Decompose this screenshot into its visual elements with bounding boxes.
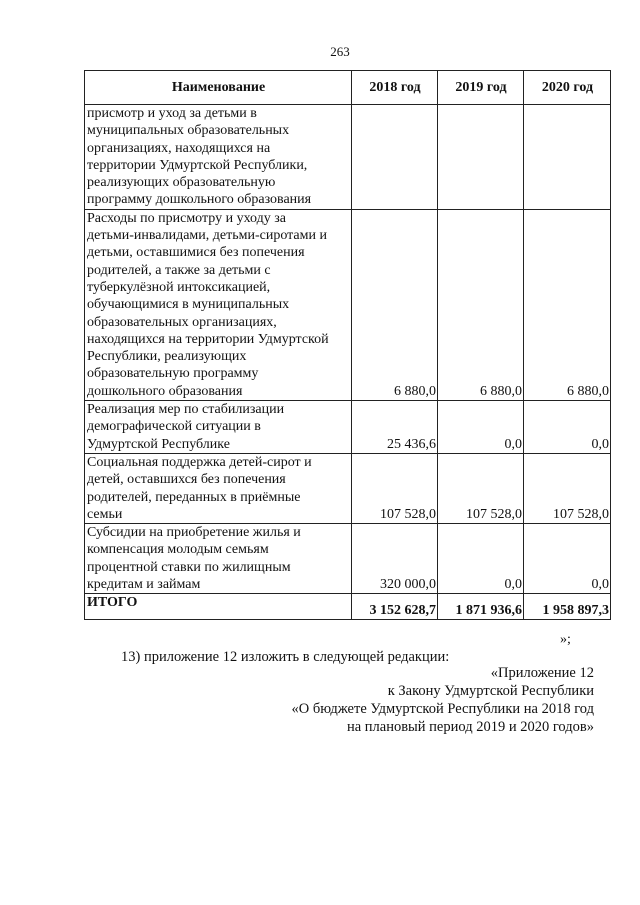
row-value-2020: 0,0 (524, 401, 611, 454)
table-row (85, 453, 611, 523)
row-value-2019: 0,0 (438, 524, 524, 594)
appendix-heading (292, 664, 594, 736)
row-value-2018: 6 880,0 (352, 209, 438, 400)
header-2018: 2018 год (352, 71, 438, 105)
appendix-line-4: на плановый период 2019 и 2020 годов» (346, 719, 594, 735)
table-row (85, 105, 611, 210)
table-row (85, 401, 611, 454)
header-2020: 2020 год (524, 71, 611, 105)
closing-quote: »; (560, 632, 571, 647)
row-name: Реализация мер по стабилизации демографической ситуации в Удмуртской Республике (85, 401, 352, 454)
row-name: присмотр и уход за детьми в муниципальных образовательных организациях, находящихся на территории Удмуртской Республики, реализующих образовательную программу дошкольного образования (85, 105, 352, 210)
row-value-2019: 0,0 (438, 401, 524, 454)
total-value-2018: 3 152 628,7 (352, 594, 438, 620)
appendix-line-3: «О бюджете Удмуртской Республики на 2018 год (291, 701, 594, 717)
table-row (85, 209, 611, 400)
row-value-2020: 6 880,0 (524, 209, 611, 400)
row-value-2018: 107 528,0 (352, 453, 438, 523)
row-value-2020: 0,0 (524, 524, 611, 594)
page-number: 263 (330, 44, 350, 59)
row-value-2020 (524, 105, 611, 210)
row-value-2019: 6 880,0 (438, 209, 524, 400)
total-value-2020: 1 958 897,3 (524, 594, 611, 620)
row-value-2018: 320 000,0 (352, 524, 438, 594)
appendix-line-1: «Приложение 12 (490, 665, 594, 681)
table-row (85, 524, 611, 594)
total-label: ИТОГО (85, 594, 352, 620)
row-value-2018 (352, 105, 438, 210)
row-value-2019 (438, 105, 524, 210)
row-name: Расходы по присмотру и уходу за детьми-инвалидами, детьми-сиротами и детьми, оставшимися без попечения родителей, а также за детьми с туберкулёзной интоксикацией, обучающимися в муниципальных образовательных организациях, находящихся на территории Удмуртской Республики, реализующих образовательную программу дошкольного образования (85, 209, 352, 400)
budget-table (84, 70, 611, 620)
total-row (85, 594, 611, 620)
header-2019: 2019 год (438, 71, 524, 105)
row-name: Субсидии на приобретение жилья и компенсация молодым семьям процентной ставки по жилищным кредитам и займам (85, 524, 352, 594)
row-value-2019: 107 528,0 (438, 453, 524, 523)
appendix-line-2: к Закону Удмуртской Республики (387, 683, 594, 699)
row-value-2020: 107 528,0 (524, 453, 611, 523)
amendment-paragraph: 13) приложение 12 изложить в следующей редакции: (121, 649, 450, 665)
row-name: Социальная поддержка детей-сирот и детей, оставшихся без попечения родителей, переданных в приёмные семьи (85, 453, 352, 523)
total-value-2019: 1 871 936,6 (438, 594, 524, 620)
table-header-row (85, 71, 611, 105)
header-name: Наименование (85, 71, 352, 105)
row-value-2018: 25 436,6 (352, 401, 438, 454)
